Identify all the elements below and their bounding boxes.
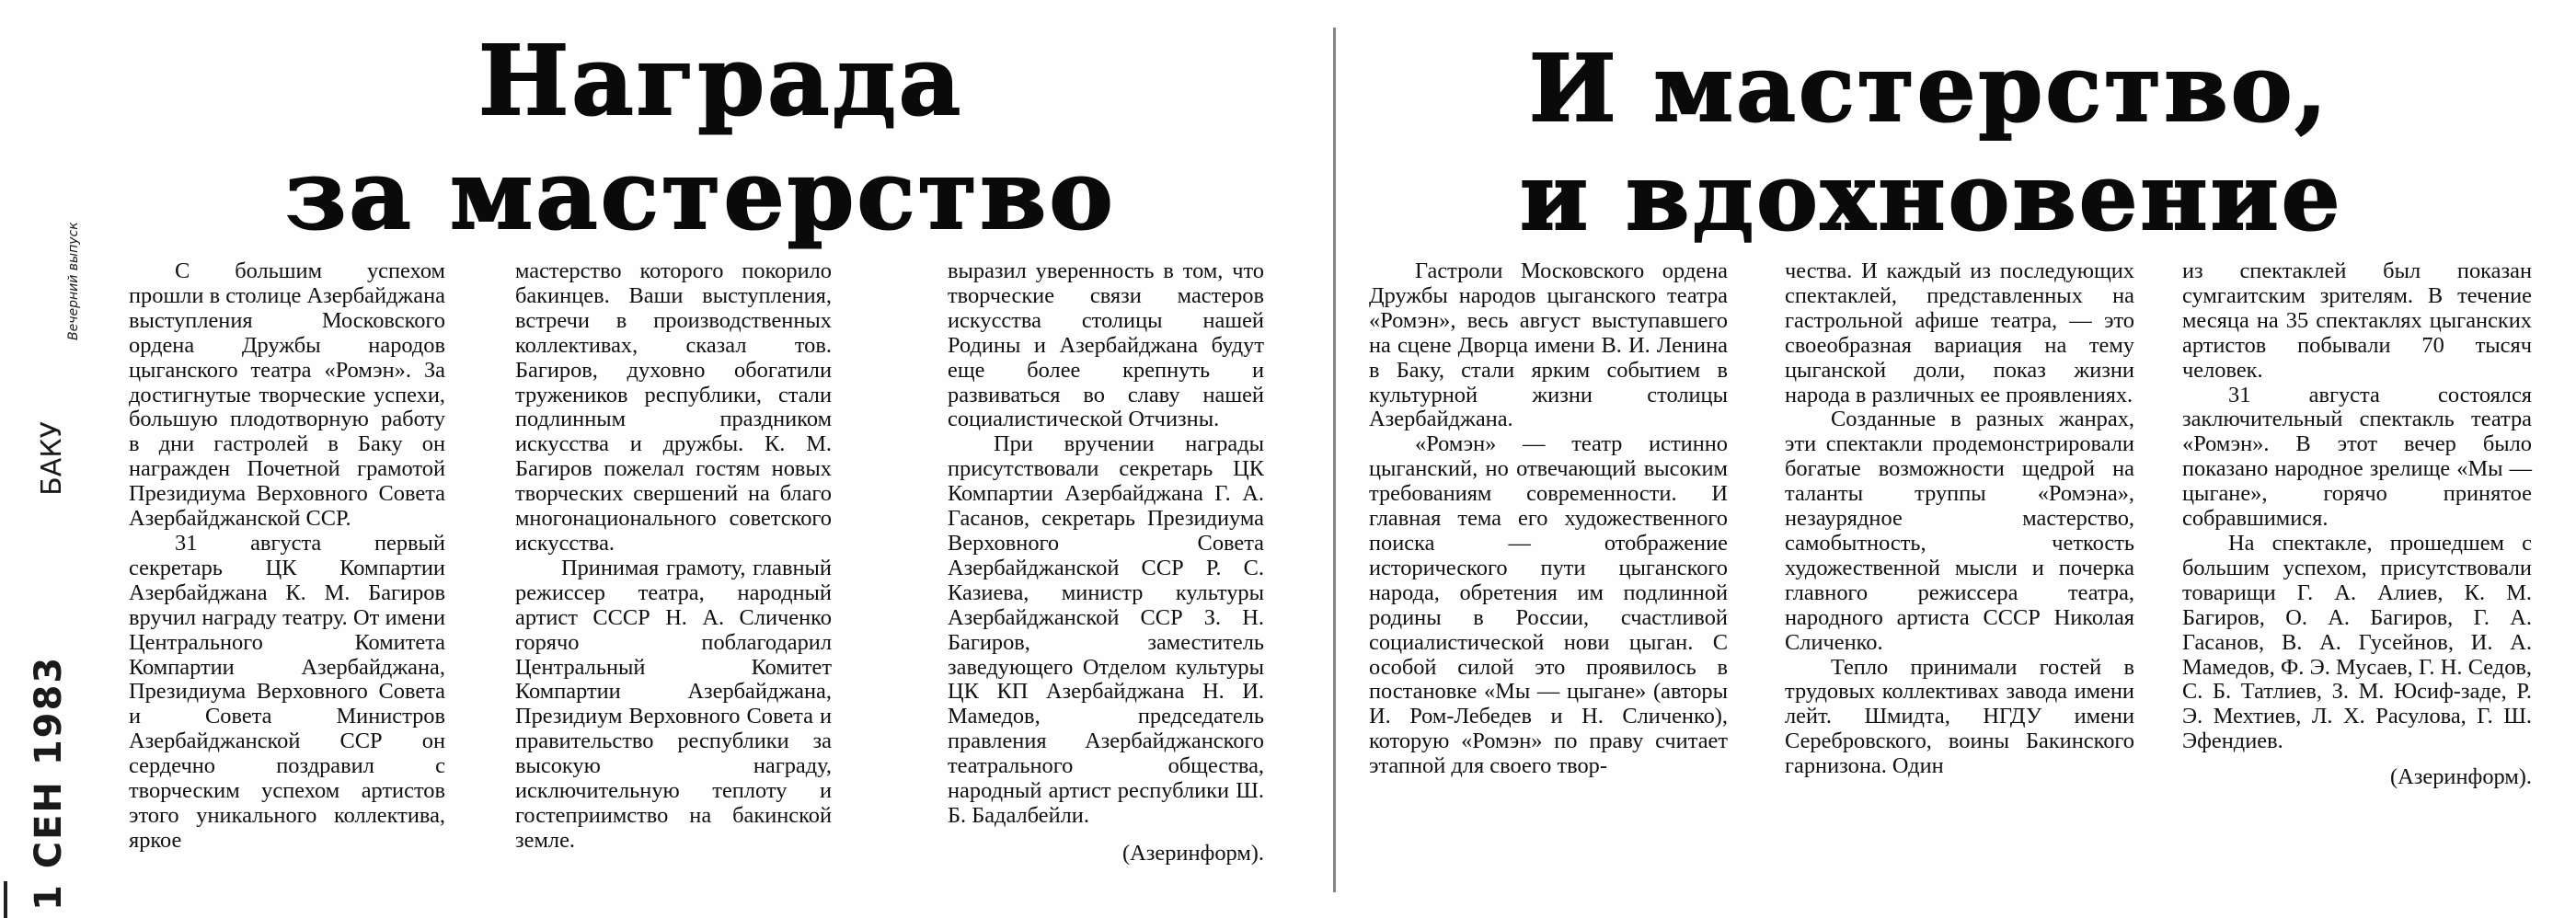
paragraph: Гастроли Московского ордена Дружбы народов цыганского театра «Ромэн», весь август выступавшего на сцене Дворца имени В. И. Ленина в Баку, стали ярким событием в культурной жизни столицы Азербайджана. bbox=[1369, 258, 1728, 432]
paragraph: Созданные в разных жанрах, эти спектакли продемонстрировали богатые возможности щедрой на таланты труппы «Ромэна», незаурядное мастерство, самобытность, четкость художественной мысли и почерка главного режиссера театра, народного артиста СССР Николая Сличенко. bbox=[1785, 407, 2134, 655]
paragraph: При вручении награды присутствовали секретарь ЦК Компартии Азербайджана Г. А. Гасанов, секретарь Президиума Верховного Совета Азербайджанской ССР Р. С. Казиева, министр культуры Азербайджанской ССР З. Н. Багиров, заместитель заведующего Отделом культуры ЦК КП Азербайджана Н. И. Мамедов, председатель правления Азербайджанского театрального общества, народный артист республики Ш. Б. Бадалбейли. bbox=[948, 431, 1264, 828]
article-inspiration-signature: (Азеринформ). bbox=[2390, 764, 2532, 790]
paragraph: 31 августа первый секретарь ЦК Компартии Азербайджана К. М. Багиров вручил награду театру. От имени Центрального Комитета Компартии Азербайджана, Президиума Верховного Совета и Совета Министров Азербайджанской ССР он сердечно поздравил с творческим успехом артистов этого уникального коллектива, яркое bbox=[129, 530, 445, 853]
paragraph: мастерство которого покорило бакинцев. Ваши выступления, встречи в производственных коллективах, сказал тов. Багиров, духовно обогатили тружеников республики, стали подлинным праздником искусства и дружбы. К. М. Багиров пожелал гостям новых творческих свершений на благо многонационального советского искусства. bbox=[515, 258, 832, 556]
article-inspiration bbox=[1336, 0, 2576, 918]
paragraph: Принимая грамоту, главный режиссер театра, народный артист СССР Н. А. Сличенко горячо поблагодарил Центральный Комитет Компартии Азербайджана, Президиум Верховного Совета и правительство республики за высокую награду, исключительную теплоту и гостеприимство на бакинской земле. bbox=[515, 555, 832, 853]
paragraph: Тепло принимали гостей в трудовых коллективах завода имени лейт. Шмидта, НГДУ имени Серебровского, воины Бакинского гарнизона. Один bbox=[1785, 654, 2134, 779]
article-award-column-3 bbox=[948, 259, 1264, 866]
article-award-signature: (Азеринформ). bbox=[1122, 840, 1264, 866]
article-inspiration-column-1 bbox=[1369, 259, 1728, 779]
stamp-publication: БАКУ bbox=[36, 421, 68, 496]
article-award-headline-line2: за мастерство bbox=[285, 138, 1116, 251]
paragraph: выразил уверенность в том, что творческие связи мастеров искусства столицы нашей Родины и Азербайджана будут еще более крепнуть и развиваться во славу нашей социалистической Отчизны. bbox=[948, 258, 1264, 432]
article-award-headline-line1: Награда bbox=[478, 24, 964, 137]
article-inspiration-column-2 bbox=[1785, 259, 2134, 779]
article-inspiration-headline-line2: и вдохновение bbox=[1520, 143, 2343, 251]
paragraph: На спектакле, прошедшем с большим успехом, присутствовали товарищи Г. А. Алиев, К. М. Багиров, О. А. Багиров, Г. А. Гасанов, В. А. Гусейнов, И. А. Мамедов, Ф. Э. Мусаев, Г. Н. Седов, С. Б. Татлиев, З. М. Юсиф-заде, Р. Э. Мехтиев, Л. Х. Расулова, Г. Ш. Эфендиев. bbox=[2182, 530, 2532, 754]
paragraph: из спектаклей был показан сумгаитским зрителям. В течение месяца на 35 спектаклях цыганских артистов побывали 70 тысяч человек. bbox=[2182, 258, 2532, 383]
article-inspiration-headline-line1: И мастерство, bbox=[1529, 34, 2330, 143]
article-award-column-1 bbox=[129, 259, 445, 854]
article-award-column-2 bbox=[515, 259, 832, 854]
paragraph: 31 августа состоялся заключительный спектакль театра «Ромэн». В этот вечер было показано народное зрелище «Мы — цыгане», горячо принятое собравшимися. bbox=[2182, 382, 2532, 532]
paragraph: чества. И каждый из последующих спектаклей, представленных на гастрольной афише театра, — это своеобразная вариация на тему цыганской доли, показ жизни народа в различных ее проявлениях. bbox=[1785, 258, 2134, 407]
stamp-issue: Вечерний выпуск bbox=[66, 222, 81, 340]
stamp-date: 1 СЕН 1983 bbox=[28, 655, 70, 911]
article-inspiration-column-3 bbox=[2182, 259, 2532, 790]
paragraph: С большим успехом прошли в столице Азербайджана выступления Московского ордена Дружбы народов цыганского театра «Ромэн». За достигнутые творческие успехи, большую плодотворную работу в дни гастролей в Баку он награжден Почетной грамотой Президиума Верховного Совета Азербайджанской ССР. bbox=[129, 258, 445, 532]
paragraph: «Ромэн» — театр истинно цыганский, но отвечающий высоким требованиям современности. И главная тема его художественного поиска — отображение исторического пути цыганского народа, обретения им подлинной родины в России, счастливой социалистической нови цыган. С особой силой это проявилось в постановке «Мы — цыгане» (авторы И. Ром-Лебедев и Н. Сличенко), которую «Ромэн» по праву считает этапной для своего твор- bbox=[1369, 431, 1728, 779]
